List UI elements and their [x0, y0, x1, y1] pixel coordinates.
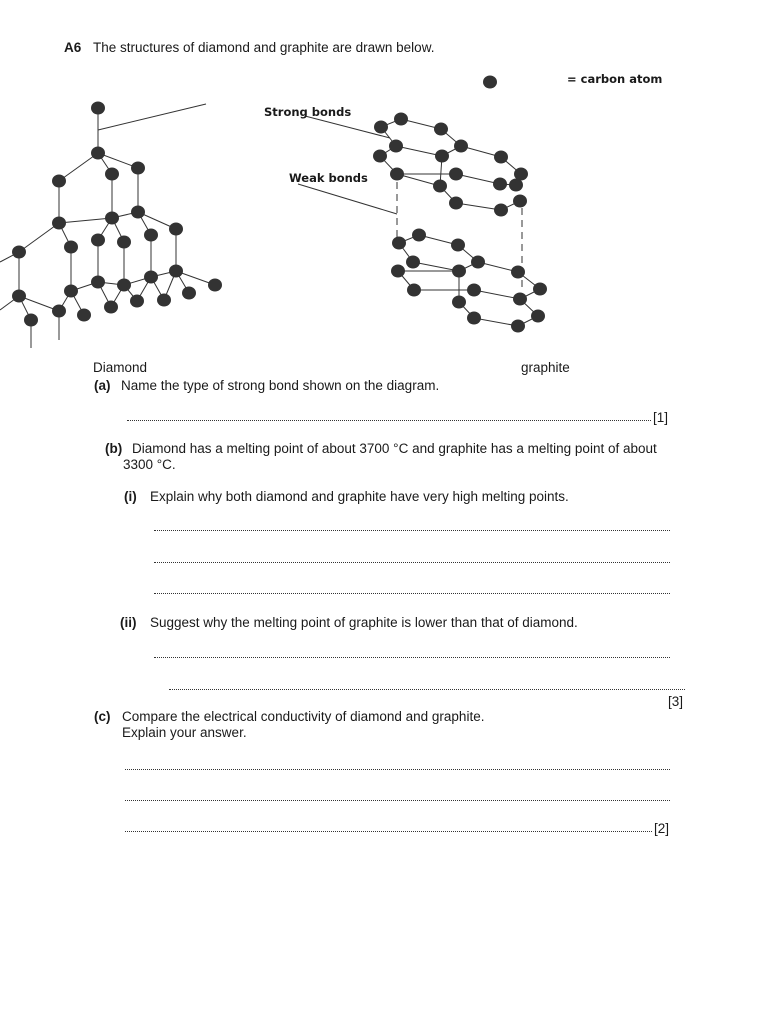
- diamond-atom: [64, 241, 78, 254]
- graphite-atom: [471, 256, 485, 269]
- graphite-atom: [374, 121, 388, 134]
- diamond-atom: [117, 279, 131, 292]
- diamond-atom: [105, 168, 119, 181]
- graphite-atom: [451, 239, 465, 252]
- diamond-atom: [117, 236, 131, 249]
- graphite-atom: [434, 123, 448, 136]
- answer-line-b-ii-2[interactable]: [169, 689, 685, 690]
- graphite-atom: [452, 296, 466, 309]
- graphite-atom: [493, 178, 507, 191]
- diamond-atom: [144, 229, 158, 242]
- diamond-atom: [169, 223, 183, 236]
- diamond-atom: [52, 175, 66, 188]
- answer-line-c-1[interactable]: [125, 769, 670, 770]
- part-b-text-line1: Diamond has a melting point of about 3700 °C and graphite has a melting point of about: [132, 441, 657, 456]
- answer-line-b-i-1[interactable]: [154, 530, 670, 531]
- diamond-pointer-line: [98, 104, 206, 130]
- answer-line-a[interactable]: [127, 420, 651, 421]
- diamond-atom: [12, 246, 26, 259]
- part-b-marks: [3]: [668, 694, 684, 709]
- graphite-atom: [389, 140, 403, 153]
- graphite-bond: [396, 146, 442, 156]
- part-a-text: Name the type of strong bond shown on the diagram.: [121, 378, 440, 393]
- graphite-atom: [509, 179, 523, 192]
- graphite-atom: [391, 265, 405, 278]
- graphite-atom: [412, 229, 426, 242]
- graphite-atom: [452, 265, 466, 278]
- graphite-atom: [392, 237, 406, 250]
- diamond-bond: [19, 223, 59, 252]
- part-b-i-text: Explain why both diamond and graphite have very high melting points.: [150, 489, 569, 504]
- graphite-atom: [449, 197, 463, 210]
- diamond-atom: [52, 305, 66, 318]
- graphite-atom: [394, 113, 408, 126]
- answer-line-c-2[interactable]: [125, 800, 670, 801]
- diamond-atom: [131, 206, 145, 219]
- question-number: A6: [64, 40, 82, 55]
- graphite-atom: [390, 168, 404, 181]
- weak-bonds-label: Weak bonds: [289, 171, 368, 185]
- part-c-marks: [2]: [654, 821, 670, 836]
- diamond-atom: [91, 147, 105, 160]
- diamond-atom: [144, 271, 158, 284]
- part-a-marks: [1]: [653, 410, 669, 425]
- graphite-atom: [494, 204, 508, 217]
- graphite-atom: [511, 266, 525, 279]
- diamond-atom: [77, 309, 91, 322]
- weak-bonds-pointer: [298, 184, 397, 214]
- question-intro: The structures of diamond and graphite are drawn below.: [93, 40, 435, 55]
- graphite-atom: [513, 195, 527, 208]
- graphite-bond: [474, 290, 520, 299]
- diamond-atom: [91, 234, 105, 247]
- diamond-atom: [91, 102, 105, 115]
- diamond-atom: [104, 301, 118, 314]
- part-c-text-line1: Compare the electrical conductivity of diamond and graphite.: [122, 709, 485, 724]
- structure-figure: [0, 0, 768, 360]
- graphite-atom: [433, 180, 447, 193]
- part-b-label: (b): [105, 441, 123, 456]
- diamond-atom: [24, 314, 38, 327]
- graphite-bond: [413, 262, 459, 271]
- diamond-caption: Diamond: [93, 360, 148, 375]
- diamond-atom: [12, 290, 26, 303]
- graphite-atom: [373, 150, 387, 163]
- diamond-bond: [59, 153, 98, 181]
- diamond-atom: [169, 265, 183, 278]
- graphite-atom: [531, 310, 545, 323]
- legend-label: = carbon atom: [567, 72, 663, 86]
- graphite-atom: [449, 168, 463, 181]
- answer-line-b-i-2[interactable]: [154, 562, 670, 563]
- part-c-text-line2: Explain your answer.: [122, 725, 247, 740]
- graphite-atom: [533, 283, 547, 296]
- part-a-label: (a): [94, 378, 111, 393]
- diamond-atom: [131, 162, 145, 175]
- graphite-atom: [435, 150, 449, 163]
- part-b-ii-text: Suggest why the melting point of graphite is lower than that of diamond.: [150, 615, 578, 630]
- answer-line-b-i-3[interactable]: [154, 593, 670, 594]
- diamond-atom: [105, 212, 119, 225]
- graphite-atom: [454, 140, 468, 153]
- diamond-atom: [64, 285, 78, 298]
- graphite-caption: graphite: [521, 360, 570, 375]
- answer-line-b-ii-1[interactable]: [154, 657, 670, 658]
- part-b-ii-label: (ii): [120, 615, 137, 630]
- graphite-atom: [467, 284, 481, 297]
- part-b-i-label: (i): [124, 489, 137, 504]
- strong-bonds-label: Strong bonds: [264, 105, 352, 119]
- part-b-text-line2: 3300 °C.: [123, 457, 176, 472]
- graphite-atom: [467, 312, 481, 325]
- part-c-label: (c): [94, 709, 111, 724]
- diamond-bond: [59, 218, 112, 223]
- legend-atom: [483, 76, 497, 89]
- graphite-atom: [513, 293, 527, 306]
- diamond-atom: [157, 294, 171, 307]
- answer-line-c-3[interactable]: [125, 831, 652, 832]
- diamond-atom: [182, 287, 196, 300]
- diamond-atom: [52, 217, 66, 230]
- diamond-atom: [208, 279, 222, 292]
- graphite-atom: [407, 284, 421, 297]
- diamond-atom: [130, 295, 144, 308]
- graphite-atom: [406, 256, 420, 269]
- graphite-atom: [511, 320, 525, 333]
- graphite-atom: [494, 151, 508, 164]
- diamond-atom: [91, 276, 105, 289]
